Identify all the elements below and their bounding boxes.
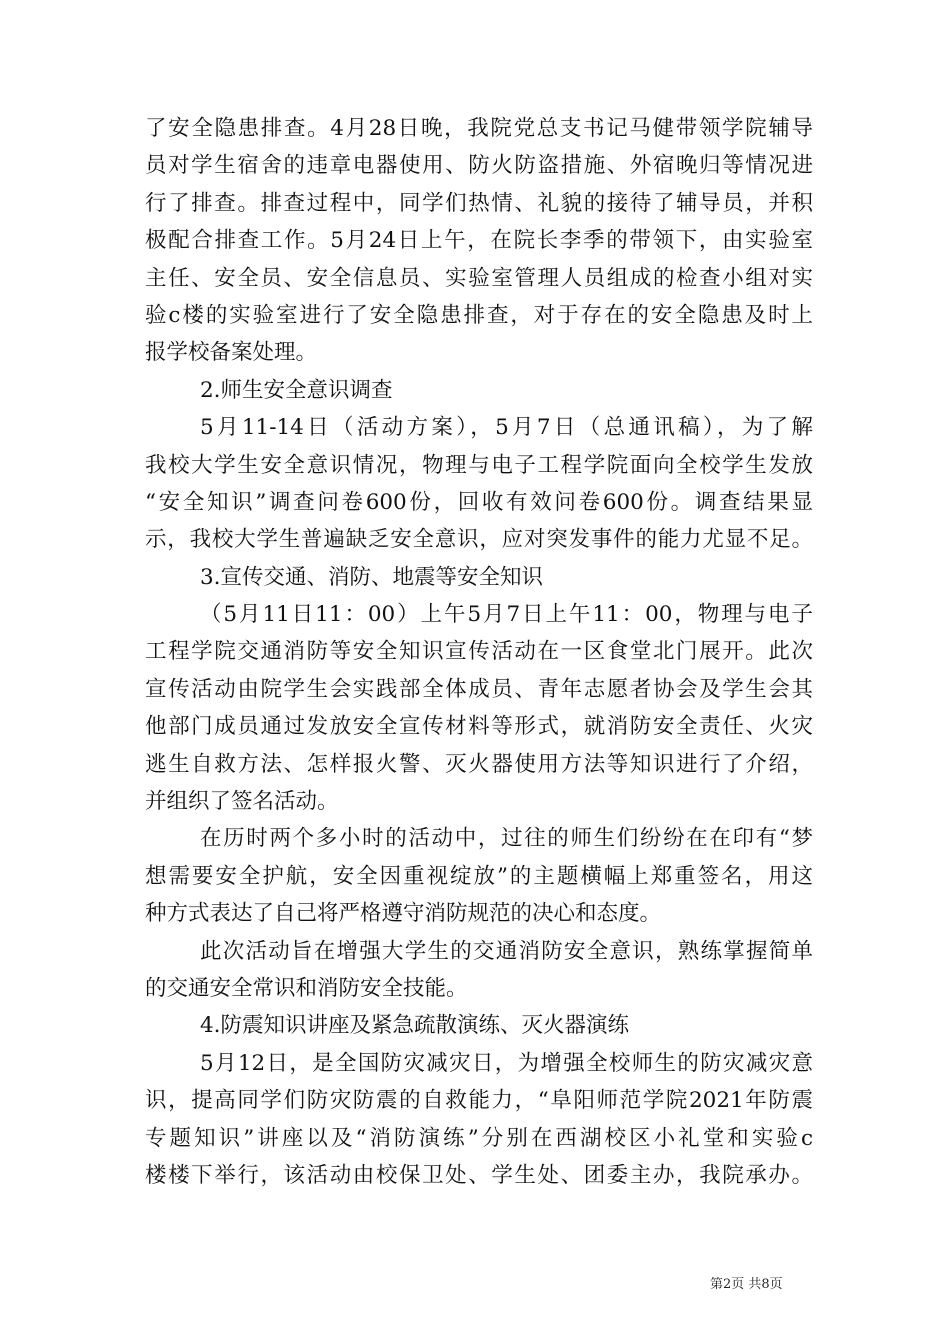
text-line: 楼楼下举行，该活动由校保卫处、学生处、团委主办，我院承办。 — [145, 1162, 813, 1188]
text-line: 的交通安全常识和消防安全技能。 — [145, 975, 468, 1001]
text-line: 示，我校大学生普遍缺乏安全意识，应对突发事件的能力尤显不足。 — [145, 527, 813, 553]
text-line: 识，提高同学们防灾防震的自救能力，“阜阳师范学院2021年防震 — [145, 1088, 813, 1114]
text-line: 专题知识”讲座以及“消防演练”分别在西湖校区小礼堂和实验c — [145, 1125, 813, 1151]
text-line: 3.宣传交通、消防、地震等安全知识 — [200, 564, 544, 590]
text-line: 验c楼的实验室进行了安全隐患排查，对于存在的安全隐患及时上 — [145, 302, 813, 328]
text-line: 逃生自救方法、怎样报火警、灭火器使用方法等知识进行了介绍， — [145, 751, 813, 777]
text-line: “安全知识”调查问卷600份，回收有效问卷600份。调查结果显 — [145, 489, 813, 515]
text-line: 我校大学生安全意识情况，物理与电子工程学院面向全校学生发放 — [145, 452, 813, 478]
text-line: （5月11日11：00）上午5月7日上午11：00，物理与电子 — [200, 602, 813, 628]
text-line: 行了排查。排查过程中，同学们热情、礼貌的接待了辅导员，并积 — [145, 190, 813, 216]
text-line: 2.师生安全意识调查 — [200, 377, 393, 403]
text-line: 在历时两个多小时的活动中，过往的师生们纷纷在在印有“梦 — [200, 826, 813, 852]
text-line: 并组织了签名活动。 — [145, 789, 339, 815]
text-line: 种方式表达了自己将严格遵守消防规范的决心和态度。 — [145, 901, 662, 927]
text-line: 此次活动旨在增强大学生的交通消防安全意识，熟练掌握简单 — [200, 938, 813, 964]
text-line: 工程学院交通消防等安全知识宣传活动在一区食堂北门展开。此次 — [145, 639, 813, 665]
text-line: 5月11-14日（活动方案），5月7日（总通讯稿），为了解 — [200, 415, 813, 441]
text-line: 想需要安全护航，安全因重视绽放”的主题横幅上郑重签名，用这 — [145, 863, 813, 889]
body-text — [145, 110, 813, 1194]
text-line: 4.防震知识讲座及紧急疏散演练、灭火器演练 — [200, 1013, 630, 1039]
text-line: 主任、安全员、安全信息员、实验室管理人员组成的检查小组对实 — [145, 265, 813, 291]
text-line: 5月12日，是全国防灾减灾日，为增强全校师生的防灾减灾意 — [200, 1050, 813, 1076]
page-number-footer: 第2页 共8页 — [710, 1277, 783, 1292]
text-line: 报学校备案处理。 — [145, 340, 318, 366]
text-line: 宣传活动由院学生会实践部全体成员、青年志愿者协会及学生会其 — [145, 676, 813, 702]
text-line: 了安全隐患排查。4月28日晚，我院党总支书记马健带领学院辅导 — [145, 116, 813, 141]
text-line: 极配合排查工作。5月24日上午，在院长李季的带领下，由实验室 — [145, 228, 813, 254]
text-line: 员对学生宿舍的违章电器使用、防火防盗措施、外宿晚归等情况进 — [145, 153, 813, 179]
text-line: 他部门成员通过发放安全宣传材料等形式，就消防安全责任、火灾 — [145, 714, 813, 740]
